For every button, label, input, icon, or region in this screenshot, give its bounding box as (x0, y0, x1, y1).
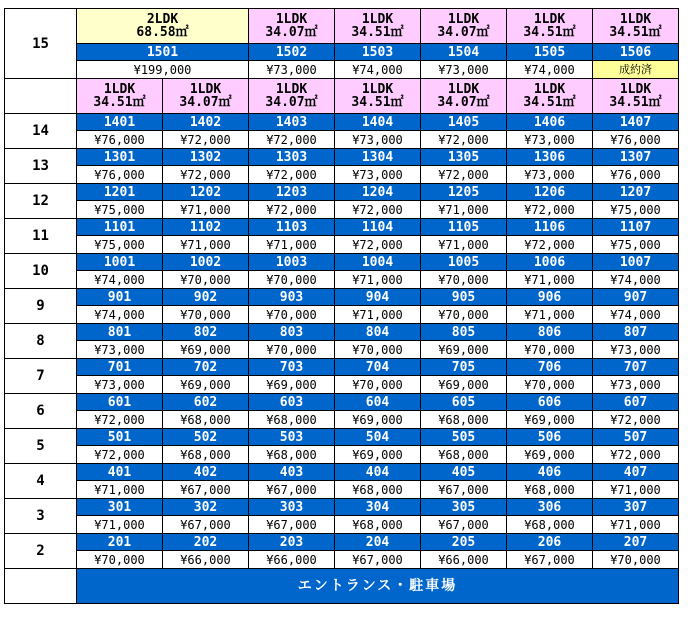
unit-price: ¥68,000 (421, 446, 507, 464)
unit-type: 1LDK (361, 12, 394, 27)
unit-number[interactable]: 1303 (249, 149, 335, 166)
unit-number[interactable]: 801 (77, 324, 163, 341)
unit-number[interactable]: 1407 (593, 114, 679, 131)
price-row (5, 376, 679, 394)
price-row (5, 516, 679, 534)
unit-price: ¥66,000 (421, 551, 507, 569)
floor-label: 9 (5, 289, 77, 324)
unit-number[interactable]: 702 (163, 359, 249, 376)
unit-price: ¥68,000 (421, 411, 507, 429)
unit-price: ¥72,000 (593, 446, 679, 464)
unit-price: ¥71,000 (249, 236, 335, 254)
unit-price: ¥70,000 (77, 551, 163, 569)
floor-label: 7 (5, 359, 77, 394)
unit-number[interactable]: 1005 (421, 254, 507, 271)
unit-number[interactable]: 1107 (593, 219, 679, 236)
unit-price: ¥70,000 (163, 271, 249, 289)
unit-price: ¥73,000 (249, 61, 335, 79)
unit-price: ¥73,000 (507, 166, 593, 184)
unit-type-cell (507, 9, 593, 44)
unit-price: ¥69,000 (163, 341, 249, 359)
price-row (5, 271, 679, 289)
price-row (5, 131, 679, 149)
unit-price: ¥70,000 (335, 341, 421, 359)
unit-number[interactable]: 1402 (163, 114, 249, 131)
unit-price: ¥75,000 (593, 201, 679, 219)
unit-number-row (5, 149, 679, 166)
entrance-parking-label: エントランス・駐車場 (77, 569, 679, 604)
unit-number-row (5, 394, 679, 411)
unit-number[interactable]: 1106 (507, 219, 593, 236)
unit-price: ¥71,000 (163, 236, 249, 254)
unit-price: ¥72,000 (507, 236, 593, 254)
unit-number[interactable]: 1101 (77, 219, 163, 236)
unit-area: 34.07㎡ (437, 95, 490, 110)
unit-number[interactable]: 304 (335, 499, 421, 516)
unit-number[interactable]: 1007 (593, 254, 679, 271)
unit-price: ¥72,000 (163, 166, 249, 184)
unit-price: ¥71,000 (421, 236, 507, 254)
unit-number-row (5, 44, 679, 61)
unit-number[interactable]: 704 (335, 359, 421, 376)
unit-price: ¥67,000 (421, 516, 507, 534)
floor-label: 12 (5, 184, 77, 219)
price-row (5, 236, 679, 254)
price-row (5, 201, 679, 219)
unit-number[interactable]: 1503 (335, 44, 421, 61)
unit-number[interactable]: 701 (77, 359, 163, 376)
unit-type: 1LDK (619, 82, 652, 97)
unit-number-row (5, 499, 679, 516)
unit-area: 34.07㎡ (265, 25, 318, 40)
floor-label: 10 (5, 254, 77, 289)
unit-price: ¥72,000 (163, 131, 249, 149)
floor-label: 2 (5, 534, 77, 569)
unit-price: ¥70,000 (593, 551, 679, 569)
unit-number[interactable]: 307 (593, 499, 679, 516)
unit-type: 1LDK (619, 12, 652, 27)
unit-price: ¥74,000 (507, 61, 593, 79)
unit-price: ¥71,000 (77, 481, 163, 499)
unit-number[interactable]: 402 (163, 464, 249, 481)
unit-number[interactable]: 507 (593, 429, 679, 446)
unit-number[interactable]: 1004 (335, 254, 421, 271)
unit-number[interactable]: 1406 (507, 114, 593, 131)
unit-number[interactable]: 805 (421, 324, 507, 341)
unit-number[interactable]: 505 (421, 429, 507, 446)
unit-number[interactable]: 1502 (249, 44, 335, 61)
unit-price: ¥71,000 (335, 271, 421, 289)
unit-number-row (5, 184, 679, 201)
unit-type-cell (593, 9, 679, 44)
unit-price: ¥68,000 (335, 481, 421, 499)
unit-price: ¥68,000 (507, 516, 593, 534)
unit-price: ¥73,000 (335, 131, 421, 149)
unit-number[interactable]: 1102 (163, 219, 249, 236)
unit-price: ¥74,000 (77, 271, 163, 289)
unit-number[interactable]: 1203 (249, 184, 335, 201)
unit-price: ¥73,000 (593, 341, 679, 359)
unit-price: ¥76,000 (593, 166, 679, 184)
unit-price: ¥69,000 (421, 376, 507, 394)
unit-price: ¥72,000 (335, 236, 421, 254)
unit-number[interactable]: 907 (593, 289, 679, 306)
unit-number[interactable]: 1405 (421, 114, 507, 131)
unit-price: ¥70,000 (421, 306, 507, 324)
unit-price: ¥73,000 (507, 131, 593, 149)
unit-price: ¥72,000 (335, 201, 421, 219)
unit-number[interactable]: 804 (335, 324, 421, 341)
unit-price: ¥73,000 (77, 341, 163, 359)
unit-number[interactable]: 601 (77, 394, 163, 411)
unit-area: 34.07㎡ (179, 95, 232, 110)
price-row (5, 481, 679, 499)
unit-number[interactable]: 603 (249, 394, 335, 411)
unit-number[interactable]: 1204 (335, 184, 421, 201)
unit-price: ¥199,000 (77, 61, 249, 79)
unit-number-row (5, 324, 679, 341)
unit-number[interactable]: 602 (163, 394, 249, 411)
unit-type: 1LDK (533, 82, 566, 97)
unit-number[interactable]: 506 (507, 429, 593, 446)
unit-price: ¥71,000 (163, 201, 249, 219)
unit-type-cell (249, 9, 335, 44)
unit-type-cell (421, 79, 507, 114)
entrance-row (5, 569, 679, 604)
unit-type: 1LDK (189, 82, 222, 97)
empty-cell (5, 569, 77, 604)
unit-number[interactable]: 207 (593, 534, 679, 551)
unit-price: ¥74,000 (335, 61, 421, 79)
unit-area: 68.58㎡ (136, 25, 189, 40)
unit-number-row (5, 289, 679, 306)
unit-number[interactable]: 1006 (507, 254, 593, 271)
unit-number[interactable]: 502 (163, 429, 249, 446)
unit-number[interactable]: 406 (507, 464, 593, 481)
unit-price: ¥67,000 (163, 516, 249, 534)
unit-number[interactable]: 703 (249, 359, 335, 376)
unit-number[interactable]: 1105 (421, 219, 507, 236)
unit-type: 1LDK (533, 12, 566, 27)
unit-type-cell (249, 79, 335, 114)
unit-price: ¥72,000 (249, 201, 335, 219)
unit-number[interactable]: 901 (77, 289, 163, 306)
unit-number[interactable]: 1304 (335, 149, 421, 166)
unit-number[interactable]: 1307 (593, 149, 679, 166)
unit-number-row (5, 254, 679, 271)
unit-area: 34.51㎡ (93, 95, 146, 110)
unit-number-row (5, 464, 679, 481)
floor-label: 4 (5, 464, 77, 499)
unit-type-cell (163, 79, 249, 114)
unit-price: ¥66,000 (163, 551, 249, 569)
unit-type: 1LDK (275, 82, 308, 97)
unit-number[interactable]: 1003 (249, 254, 335, 271)
unit-price: ¥73,000 (421, 61, 507, 79)
unit-number[interactable]: 705 (421, 359, 507, 376)
unit-price: ¥71,000 (335, 306, 421, 324)
unit-price: ¥68,000 (163, 411, 249, 429)
unit-number[interactable]: 904 (335, 289, 421, 306)
unit-number[interactable]: 504 (335, 429, 421, 446)
unit-price: ¥72,000 (421, 166, 507, 184)
unit-price: ¥76,000 (77, 166, 163, 184)
unit-price: ¥71,000 (421, 201, 507, 219)
unit-price: ¥70,000 (249, 341, 335, 359)
unit-price: ¥66,000 (249, 551, 335, 569)
unit-price: ¥67,000 (249, 516, 335, 534)
unit-price: ¥71,000 (507, 306, 593, 324)
floor-label: 8 (5, 324, 77, 359)
unit-number[interactable]: 1202 (163, 184, 249, 201)
unit-type: 1LDK (103, 82, 136, 97)
unit-number[interactable]: 1501 (77, 44, 249, 61)
unit-price: ¥73,000 (593, 376, 679, 394)
price-row (5, 306, 679, 324)
unit-area: 34.51㎡ (351, 25, 404, 40)
unit-price: ¥72,000 (77, 446, 163, 464)
unit-number[interactable]: 503 (249, 429, 335, 446)
unit-price: ¥70,000 (335, 376, 421, 394)
unit-price: ¥67,000 (163, 481, 249, 499)
unit-number[interactable]: 806 (507, 324, 593, 341)
price-row (5, 551, 679, 569)
unit-number[interactable]: 605 (421, 394, 507, 411)
unit-number[interactable]: 201 (77, 534, 163, 551)
unit-number[interactable]: 1306 (507, 149, 593, 166)
price-row (5, 166, 679, 184)
floor-label: 15 (5, 9, 77, 79)
unit-price: ¥69,000 (335, 446, 421, 464)
unit-number-row (5, 114, 679, 131)
unit-price: ¥71,000 (77, 516, 163, 534)
unit-price: ¥68,000 (249, 446, 335, 464)
unit-number[interactable]: 607 (593, 394, 679, 411)
unit-price: ¥68,000 (249, 411, 335, 429)
unit-number[interactable]: 404 (335, 464, 421, 481)
unit-area: 34.07㎡ (437, 25, 490, 40)
unit-area: 34.51㎡ (609, 25, 662, 40)
unit-price: ¥67,000 (249, 481, 335, 499)
unit-number[interactable]: 407 (593, 464, 679, 481)
unit-price: ¥69,000 (507, 411, 593, 429)
unit-number[interactable]: 1302 (163, 149, 249, 166)
unit-number[interactable]: 1404 (335, 114, 421, 131)
unit-price: ¥71,000 (593, 481, 679, 499)
unit-price: ¥70,000 (507, 376, 593, 394)
unit-area: 34.51㎡ (523, 95, 576, 110)
floor-label: 14 (5, 114, 77, 149)
unit-number-row (5, 534, 679, 551)
unit-number[interactable]: 204 (335, 534, 421, 551)
unit-type: 1LDK (447, 12, 480, 27)
floor-plan-table (4, 8, 679, 604)
unit-price: ¥76,000 (593, 131, 679, 149)
unit-number[interactable]: 302 (163, 499, 249, 516)
unit-type-cell (507, 79, 593, 114)
unit-price: ¥75,000 (77, 236, 163, 254)
unit-price: ¥74,000 (593, 306, 679, 324)
unit-number[interactable]: 706 (507, 359, 593, 376)
unit-price: ¥69,000 (421, 341, 507, 359)
price-row (5, 411, 679, 429)
unit-number[interactable]: 707 (593, 359, 679, 376)
unit-area: 34.51㎡ (523, 25, 576, 40)
unit-type-cell (421, 9, 507, 44)
unit-type-cell (77, 9, 249, 44)
unit-number[interactable]: 1001 (77, 254, 163, 271)
unit-price: ¥69,000 (335, 411, 421, 429)
unit-number[interactable]: 807 (593, 324, 679, 341)
unit-number[interactable]: 604 (335, 394, 421, 411)
unit-price: ¥73,000 (77, 376, 163, 394)
price-row (5, 341, 679, 359)
unit-price: ¥69,000 (163, 376, 249, 394)
unit-price: ¥69,000 (249, 376, 335, 394)
unit-number[interactable]: 1401 (77, 114, 163, 131)
unit-number[interactable]: 1207 (593, 184, 679, 201)
unit-price: ¥75,000 (77, 201, 163, 219)
unit-number[interactable]: 1504 (421, 44, 507, 61)
type-row (5, 9, 679, 44)
unit-number[interactable]: 1103 (249, 219, 335, 236)
unit-type-cell (77, 79, 163, 114)
unit-price: ¥72,000 (421, 131, 507, 149)
unit-price: ¥73,000 (335, 166, 421, 184)
unit-number[interactable]: 1002 (163, 254, 249, 271)
unit-number[interactable]: 1205 (421, 184, 507, 201)
unit-number[interactable]: 1305 (421, 149, 507, 166)
unit-number[interactable]: 202 (163, 534, 249, 551)
unit-type-cell (593, 79, 679, 114)
unit-type: 2LDK (146, 12, 179, 27)
unit-number[interactable]: 403 (249, 464, 335, 481)
unit-price: ¥74,000 (593, 271, 679, 289)
unit-number[interactable]: 906 (507, 289, 593, 306)
unit-number[interactable]: 1505 (507, 44, 593, 61)
floor-label: 5 (5, 429, 77, 464)
unit-type: 1LDK (447, 82, 480, 97)
type-row (5, 79, 679, 114)
unit-number[interactable]: 902 (163, 289, 249, 306)
floor-label: 11 (5, 219, 77, 254)
unit-number[interactable]: 303 (249, 499, 335, 516)
unit-price: ¥68,000 (163, 446, 249, 464)
unit-price: ¥69,000 (507, 446, 593, 464)
unit-price: ¥67,000 (335, 551, 421, 569)
unit-number[interactable]: 305 (421, 499, 507, 516)
unit-number[interactable]: 1206 (507, 184, 593, 201)
floor-label: 13 (5, 149, 77, 184)
unit-type-cell (335, 79, 421, 114)
unit-price: ¥75,000 (593, 236, 679, 254)
unit-area: 34.51㎡ (609, 95, 662, 110)
unit-number[interactable]: 203 (249, 534, 335, 551)
unit-price: ¥72,000 (507, 201, 593, 219)
unit-type: 1LDK (361, 82, 394, 97)
unit-number-row (5, 219, 679, 236)
unit-number[interactable]: 401 (77, 464, 163, 481)
unit-number[interactable]: 1403 (249, 114, 335, 131)
unit-price: ¥72,000 (593, 411, 679, 429)
unit-number[interactable]: 206 (507, 534, 593, 551)
unit-price: ¥68,000 (335, 516, 421, 534)
unit-number-row (5, 359, 679, 376)
unit-number[interactable]: 205 (421, 534, 507, 551)
unit-price: ¥70,000 (421, 271, 507, 289)
unit-number[interactable]: 903 (249, 289, 335, 306)
unit-price: ¥74,000 (77, 306, 163, 324)
unit-number[interactable]: 606 (507, 394, 593, 411)
empty-cell (5, 79, 77, 114)
unit-price: ¥72,000 (77, 411, 163, 429)
unit-price: ¥70,000 (507, 341, 593, 359)
unit-area: 34.51㎡ (351, 95, 404, 110)
floor-label: 3 (5, 499, 77, 534)
unit-price: ¥72,000 (249, 166, 335, 184)
unit-price: ¥72,000 (249, 131, 335, 149)
unit-price: ¥70,000 (163, 306, 249, 324)
unit-number[interactable]: 802 (163, 324, 249, 341)
unit-price: ¥76,000 (77, 131, 163, 149)
unit-type: 1LDK (275, 12, 308, 27)
unit-number[interactable]: 1301 (77, 149, 163, 166)
price-row (5, 446, 679, 464)
unit-number[interactable]: 501 (77, 429, 163, 446)
unit-number[interactable]: 1104 (335, 219, 421, 236)
unit-number[interactable]: 306 (507, 499, 593, 516)
unit-number[interactable]: 803 (249, 324, 335, 341)
unit-type-cell (335, 9, 421, 44)
unit-number[interactable]: 405 (421, 464, 507, 481)
unit-price: ¥70,000 (249, 271, 335, 289)
unit-price: ¥67,000 (421, 481, 507, 499)
unit-number[interactable]: 905 (421, 289, 507, 306)
unit-price: ¥71,000 (593, 516, 679, 534)
unit-area: 34.07㎡ (265, 95, 318, 110)
sold-badge: 成約済 (593, 61, 679, 79)
unit-price: ¥67,000 (507, 551, 593, 569)
unit-number[interactable]: 1201 (77, 184, 163, 201)
unit-price: ¥71,000 (507, 271, 593, 289)
unit-number[interactable]: 301 (77, 499, 163, 516)
unit-price: ¥68,000 (507, 481, 593, 499)
floor-label: 6 (5, 394, 77, 429)
unit-number-row (5, 429, 679, 446)
price-row (5, 61, 679, 79)
unit-price: ¥70,000 (249, 306, 335, 324)
unit-number[interactable]: 1506 (593, 44, 679, 61)
